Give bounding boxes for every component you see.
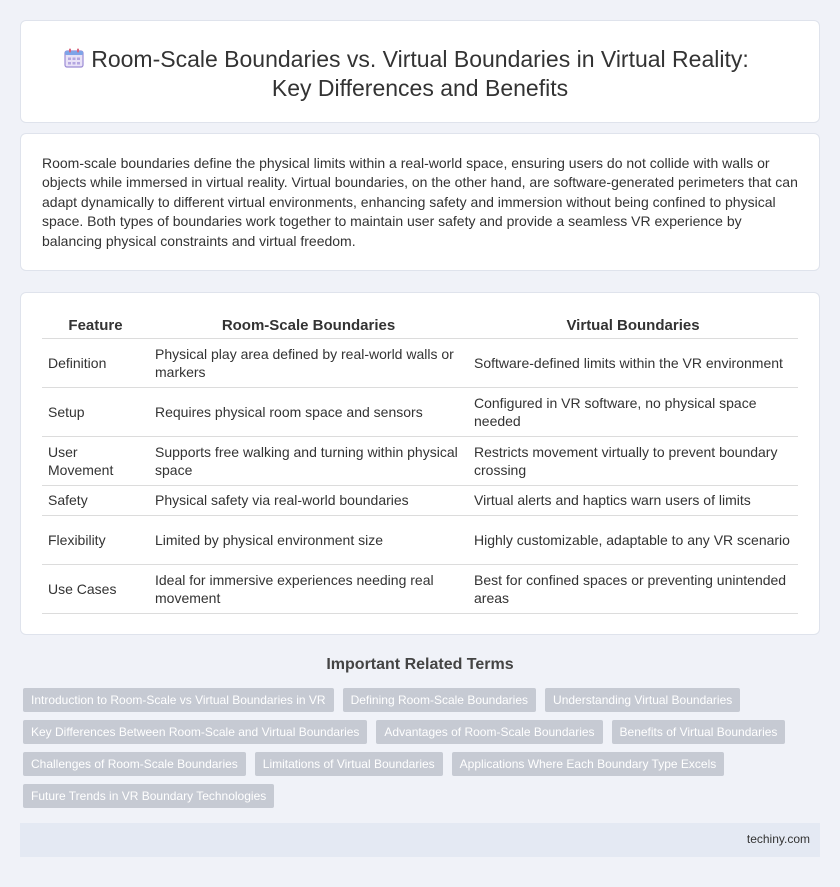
page-title (91, 45, 749, 103)
related-term-tag[interactable]: Applications Where Each Boundary Type Excels (452, 752, 725, 776)
table-row (42, 515, 798, 564)
table-row (42, 564, 798, 613)
column-header-feature: Feature (42, 313, 149, 338)
footer-site-link[interactable]: techiny.com (746, 832, 810, 846)
table-cell: Definition (42, 338, 149, 387)
related-term-tag[interactable]: Challenges of Room-Scale Boundaries (23, 752, 246, 776)
page-title-line-1: Room-Scale Boundaries vs. Virtual Boundaries in Virtual Reality: (91, 46, 749, 72)
table-row (42, 338, 798, 387)
table-cell: Ideal for immersive experiences needing real movement (149, 564, 468, 613)
footer (20, 823, 820, 857)
comparison-card (20, 292, 820, 635)
table-row (42, 485, 798, 515)
related-term-tag[interactable]: Benefits of Virtual Boundaries (612, 720, 786, 744)
table-cell: Physical safety via real-world boundaries (149, 485, 468, 515)
table-cell: Requires physical room space and sensors (149, 387, 468, 436)
header-card (20, 20, 820, 123)
related-term-tag[interactable]: Defining Room-Scale Boundaries (343, 688, 536, 712)
table-row (42, 436, 798, 485)
column-header-virtual: Virtual Boundaries (468, 313, 798, 338)
intro-paragraph: Room-scale boundaries define the physical limits within a real-world space, ensuring users do not collide with walls or objects while immersed in virtual reality. Virtual boundaries, on the other hand, are software-generated perimeters that can adapt dynamically to different virtual environments, enhancing safety and immersion without being confined to physical space. Both types of boundaries work together to maintain user safety and provide a seamless VR experience by balancing physical constraints and virtual freedom. (42, 155, 798, 249)
table-cell: Virtual alerts and haptics warn users of limits (468, 485, 798, 515)
table-row (42, 387, 798, 436)
related-terms-list (23, 688, 813, 816)
page-title-line-2: Key Differences and Benefits (271, 75, 569, 101)
table-cell: Supports free walking and turning within physical space (149, 436, 468, 485)
table-cell: Limited by physical environment size (149, 515, 468, 564)
related-term-tag[interactable]: Limitations of Virtual Boundaries (255, 752, 443, 776)
table-cell: Setup (42, 387, 149, 436)
comparison-table (42, 313, 798, 614)
table-cell: Physical play area defined by real-world walls or markers (149, 338, 468, 387)
intro-card (20, 133, 820, 271)
table-cell: Safety (42, 485, 149, 515)
table-cell: Highly customizable, adaptable to any VR scenario (468, 515, 798, 564)
table-cell: Software-defined limits within the VR environment (468, 338, 798, 387)
related-term-tag[interactable]: Future Trends in VR Boundary Technologies (23, 784, 274, 808)
table-cell: Best for confined spaces or preventing unintended areas (468, 564, 798, 613)
related-term-tag[interactable]: Advantages of Room-Scale Boundaries (376, 720, 602, 744)
related-term-tag[interactable]: Introduction to Room-Scale vs Virtual Boundaries in VR (23, 688, 334, 712)
related-terms-heading: Important Related Terms (326, 656, 514, 673)
table-cell: Flexibility (42, 515, 149, 564)
table-cell: Configured in VR software, no physical space needed (468, 387, 798, 436)
column-header-room-scale: Room-Scale Boundaries (149, 313, 468, 338)
related-term-tag[interactable]: Key Differences Between Room-Scale and Virtual Boundaries (23, 720, 367, 744)
table-cell: Restricts movement virtually to prevent boundary crossing (468, 436, 798, 485)
table-cell: Use Cases (42, 564, 149, 613)
table-cell: User Movement (42, 436, 149, 485)
related-term-tag[interactable]: Understanding Virtual Boundaries (545, 688, 740, 712)
table-header-row (42, 313, 798, 338)
